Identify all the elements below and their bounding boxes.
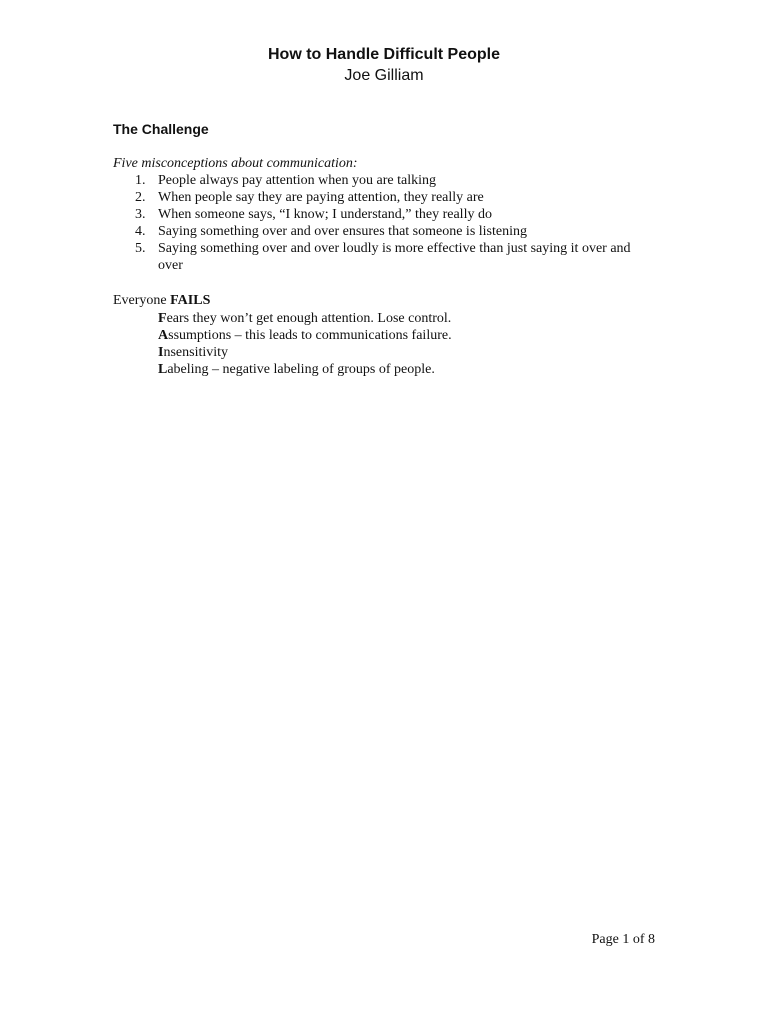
misconceptions-list — [113, 172, 658, 274]
list-item-number: 4. — [135, 224, 146, 239]
acronym-text: ssumptions – this leads to communications failure. — [168, 328, 452, 343]
acronym-text: abeling – negative labeling of groups of people. — [167, 362, 435, 377]
acronym-text: ears they won’t get enough attention. Lose control. — [166, 311, 452, 326]
section-heading: The Challenge — [113, 121, 209, 137]
acronym-item — [158, 327, 452, 344]
acronym-item — [158, 361, 452, 378]
list-item-number: 2. — [135, 190, 146, 205]
page-number: Page 1 of 8 — [591, 932, 655, 947]
list-item-text: People always pay attention when you are talking — [158, 173, 436, 188]
list-item — [113, 189, 658, 206]
acronym-letter: I — [158, 345, 164, 360]
list-item-number: 3. — [135, 207, 146, 222]
list-item-text: When someone says, “I know; I understand,” they really do — [158, 207, 492, 222]
acronym-letter: F — [158, 311, 167, 326]
acronym-item — [158, 310, 452, 327]
list-item-number: 1. — [135, 173, 146, 188]
list-item-text: Saying something over and over loudly is more effective than just saying it over and over — [158, 241, 631, 273]
misconceptions-intro: Five misconceptions about communication: — [113, 156, 358, 171]
list-item-text: When people say they are paying attention, they really are — [158, 190, 484, 205]
document-title: How to Handle Difficult People — [267, 46, 500, 63]
acronym-item — [158, 344, 452, 361]
acronym-letter: A — [158, 328, 169, 343]
fails-acronym: FAILS — [170, 293, 211, 308]
fails-lead: Everyone — [113, 293, 171, 308]
list-item — [113, 240, 658, 274]
fails-intro — [113, 292, 210, 309]
fails-acronym-list — [158, 310, 452, 378]
acronym-text: nsensitivity — [163, 345, 229, 360]
acronym-letter: L — [158, 362, 168, 377]
list-item — [113, 206, 658, 223]
list-item — [113, 172, 658, 189]
list-item — [113, 223, 658, 240]
document-author: Joe Gilliam — [344, 67, 424, 84]
list-item-number: 5. — [135, 241, 146, 256]
list-item-text: Saying something over and over ensures that someone is listening — [158, 224, 527, 239]
